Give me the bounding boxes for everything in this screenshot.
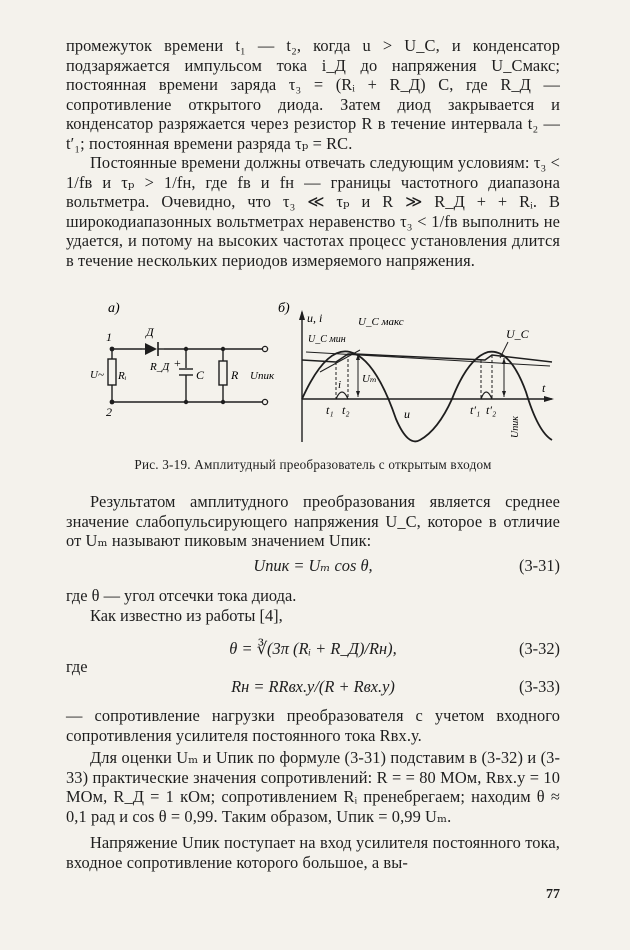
panel-b-label: б): [278, 301, 290, 316]
figure-caption: Рис. 3-19. Амплитудный преобразователь с открытым входом: [134, 457, 492, 472]
equation-3-32-number: (3-32): [519, 639, 560, 658]
paragraph-6: [66, 833, 560, 872]
t2-label: t₂: [342, 403, 350, 417]
u-m-label: Uₘ: [362, 373, 377, 385]
reference-intro: Как известно из работы [4],: [90, 606, 283, 625]
equation-3-33: [66, 676, 560, 700]
resistor-label: R: [231, 368, 239, 382]
t2-prime-label: t′₂: [486, 403, 497, 417]
output-voltage-label: Uпик: [250, 370, 275, 382]
source-voltage-label: U~: [90, 369, 104, 381]
paragraph-1: промежуток времени t₁ — t₂, когда u > U_C, и конденсатор подзаряжается импульсом тока i_Д до напряжения U_Cмакс; постоянная времени заряда τ₃ = (Rᵢ + R_Д) C, где R_Д — сопротивление открытого диода. Затем диод закрывается и конденсатор разряжается через резистор R в течение интервала t₂ — t′₁; постоянная времени разряда τₚ = RC.: [66, 36, 560, 153]
u-cmaks-label: U_C макс: [358, 316, 404, 328]
figure-3-19: [90, 292, 560, 452]
axis-y-label: u, i: [307, 311, 323, 325]
equation-3-33-number: (3-33): [519, 677, 560, 696]
t1-prime-label: t′₁: [470, 403, 481, 417]
u-label: u: [404, 407, 410, 421]
equation-3-31: [66, 555, 560, 579]
paragraph-5: [66, 748, 560, 826]
equation-3-33-formula: Rн = RRвх.у/(R + Rвх.у): [231, 677, 395, 696]
paragraph-2-text: Постоянные времени должны отвечать следующим условиям: τ₃ < 1/fв и τₚ > 1/fн, где fв и fн — границы частотного диапазона вольтметра. Очевидно, что τ₃ ≪ τₚ и R ≫ R_Д + + Rᵢ. В широкодиапазонных вольтметрах неравенство τ₃ < 1/fв выполнить не удается, и потому на высоких частотах процесс установления длится в течение нескольких периодов измеряемого напряжения.: [66, 153, 560, 270]
where-label: где: [66, 657, 88, 676]
u-cmin-label: U_C мин: [308, 334, 346, 345]
equation-3-32-formula: θ = ∛(3π (Rᵢ + R_Д)/Rн),: [229, 639, 397, 658]
current-i-label: i: [338, 379, 342, 391]
paragraph-2: [66, 153, 560, 271]
u-pik-label: Uпик: [510, 416, 521, 438]
t1-label: t₁: [326, 403, 334, 417]
source-resistance-label: Rᵢ: [118, 370, 127, 382]
u-c-label: U_C: [506, 327, 529, 341]
capacitor-plus-label: +: [174, 356, 181, 370]
paragraph-3: [66, 492, 560, 551]
paragraph-4: — сопротивление нагрузки преобразователя с учетом входного сопротивления усилителя постоянного тока Rвх.у.: [66, 706, 560, 745]
diode-resistance-label: R_Д: [150, 361, 170, 373]
paragraph-5-text: Для оценки Uₘ и Uпик по формуле (3-31) подставим в (3-32) и (3-33) практические значения сопротивлений: R = = 80 МОм, Rвх.у = 10 МОм, R_Д = 1 кОм; сопротивлением Rᵢ пренебрегаем; находим θ ≈ 0,1 рад и cos θ = 0,99. Таким образом, Uпик = 0,99 Uₘ.: [66, 748, 560, 826]
equation-3-31-number: (3-31): [519, 556, 560, 575]
axis-x-label: t: [542, 381, 546, 395]
theta-definition: где θ — угол отсечки тока диода.: [66, 586, 297, 605]
node-2-label: 2: [106, 405, 112, 419]
page-number: 77: [546, 887, 560, 902]
capacitor-label: C: [196, 368, 205, 382]
equation-3-31-formula: Uпик = Uₘ cos θ,: [253, 556, 373, 575]
diode-label: Д: [146, 325, 154, 339]
paragraph-3-text: Результатом амплитудного преобразования является среднее значение слабопульсирующего напряжения U_C, которое в отличие от Uₘ называют пиковым значением Uпик:: [66, 492, 560, 551]
node-1-label: 1: [106, 330, 112, 344]
panel-a-label: а): [108, 301, 120, 316]
paragraph-6-text: Напряжение Uпик поступает на вход усилителя постоянного тока, входное сопротивление которого большое, а вы-: [66, 833, 560, 872]
